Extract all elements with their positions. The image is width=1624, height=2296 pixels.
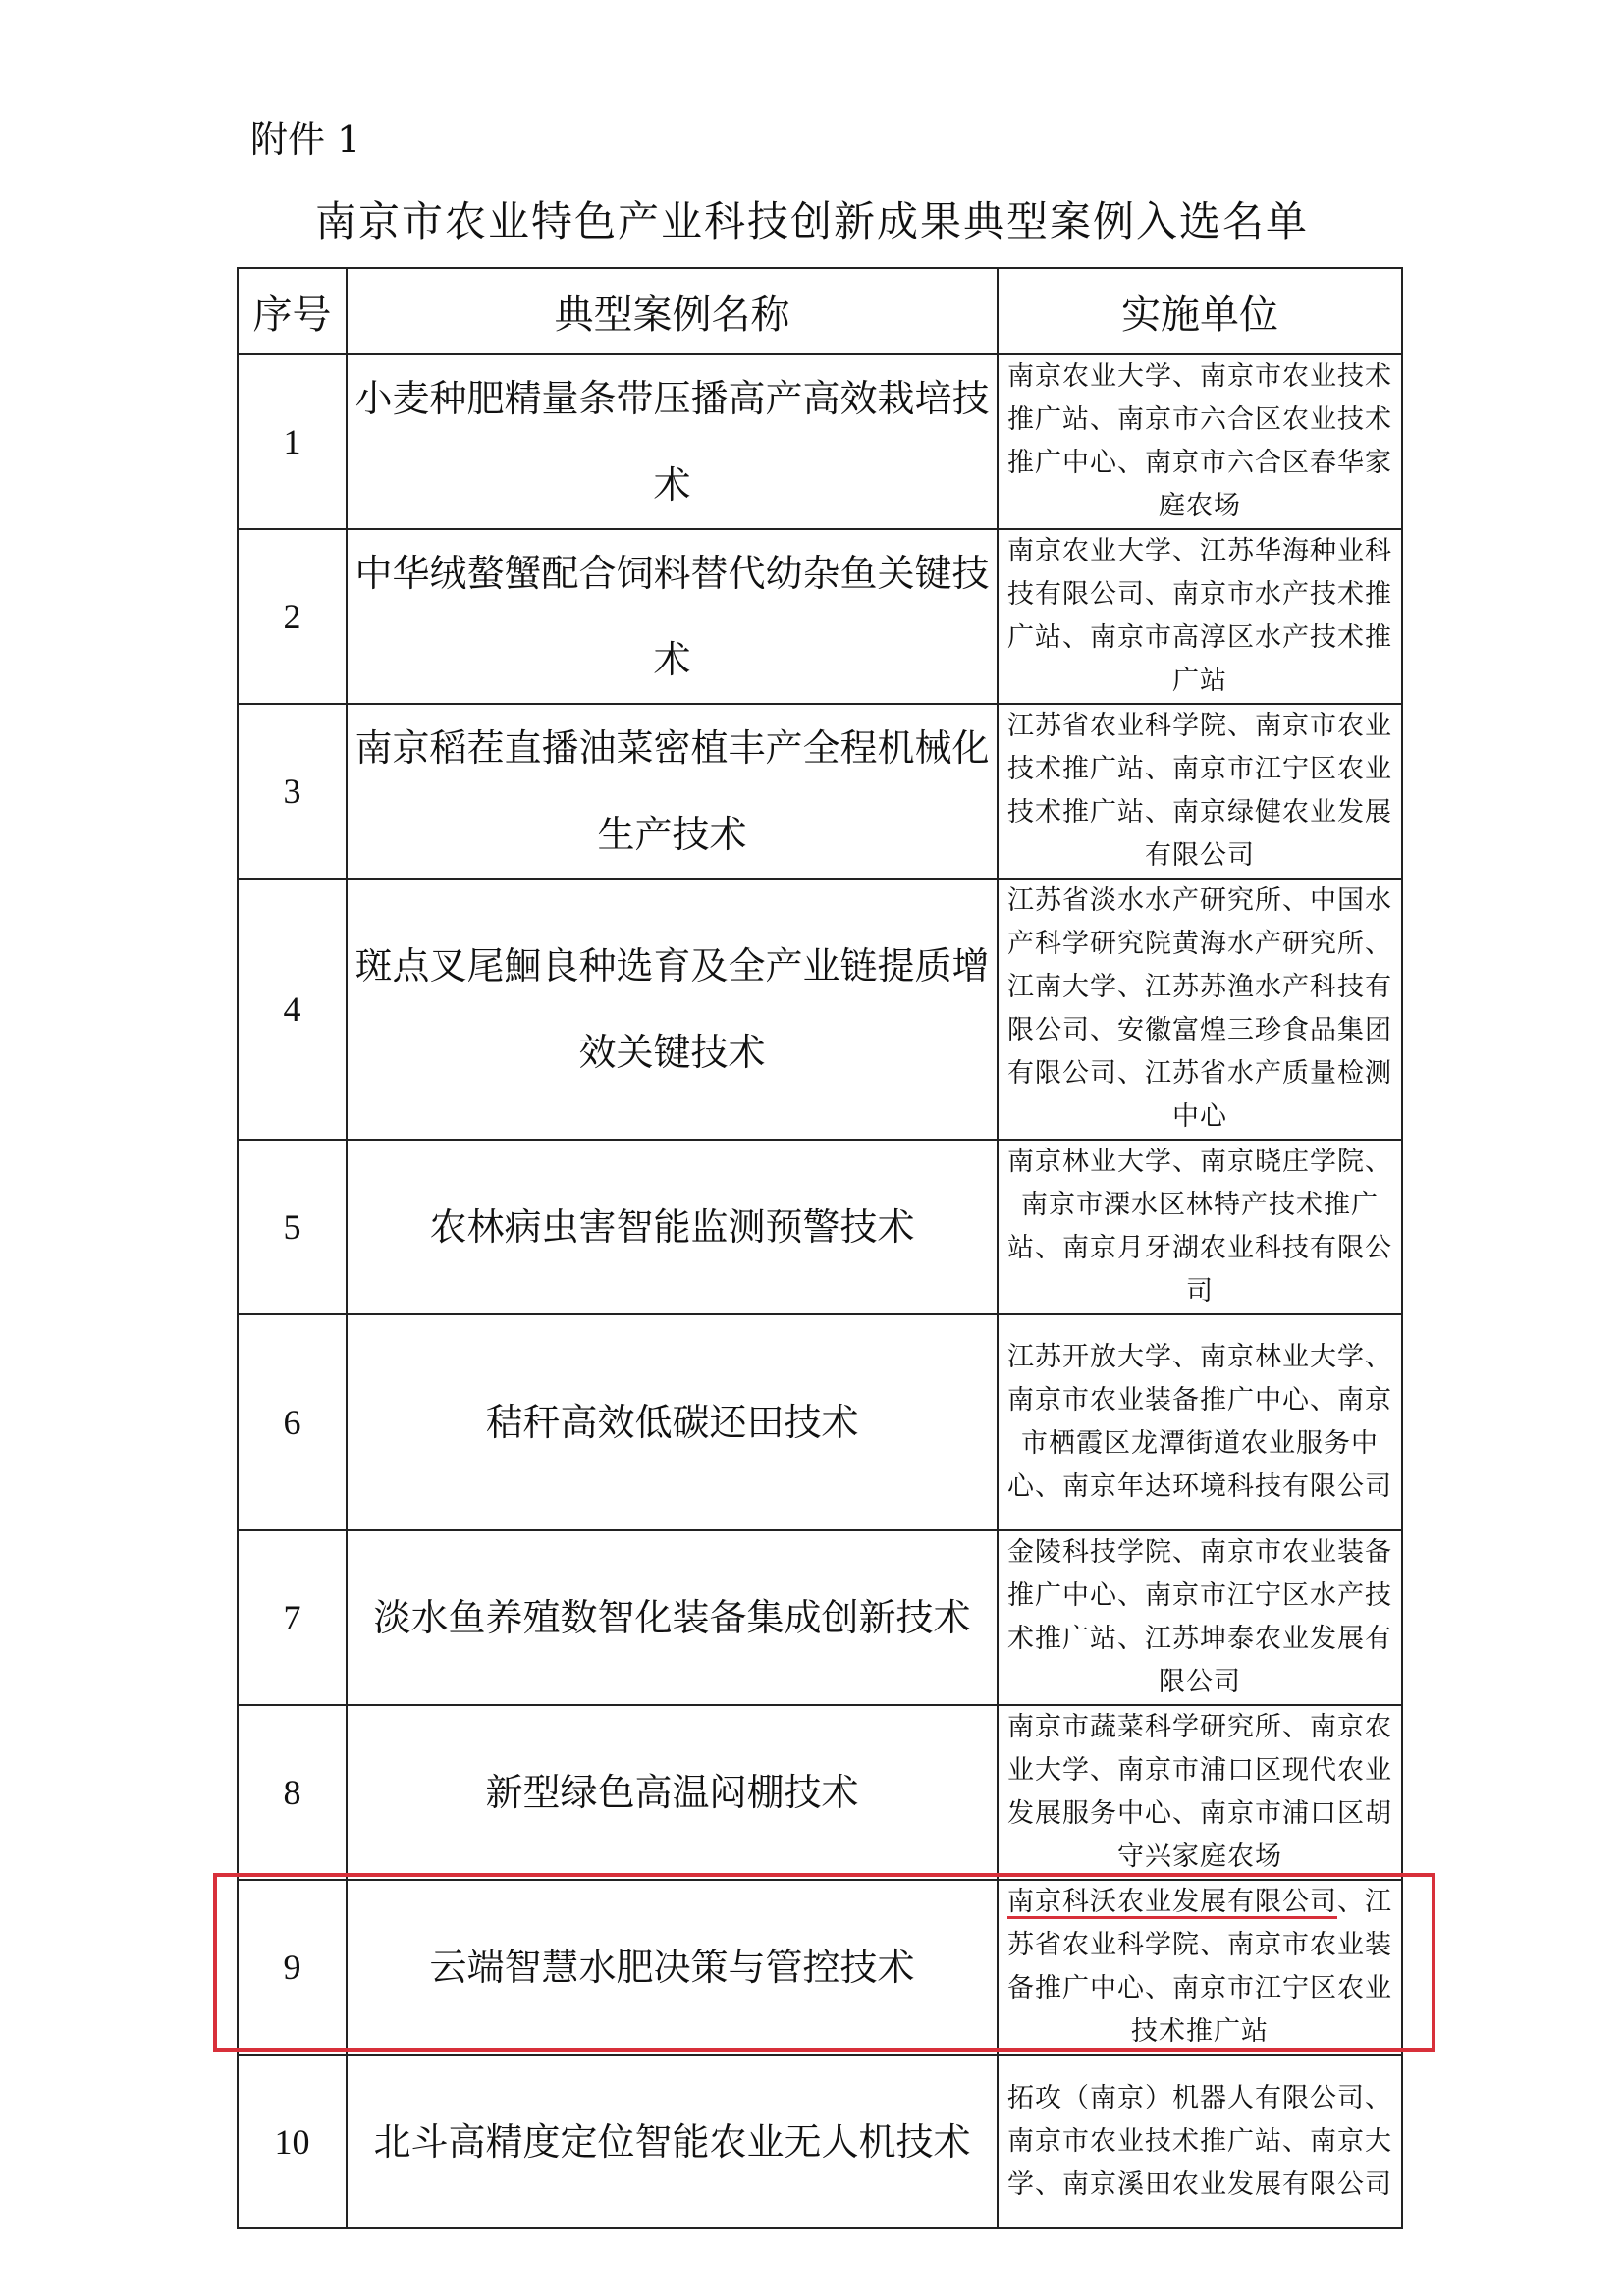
case-name: 北斗高精度定位智能农业无人机技术 bbox=[347, 2055, 998, 2228]
table-row-highlighted bbox=[238, 1880, 1402, 2055]
highlighted-unit-name: 南京科沃农业发展有限公司 bbox=[1007, 1887, 1337, 1917]
case-name: 秸秆高效低碳还田技术 bbox=[347, 1314, 998, 1530]
implementing-units: 金陵科技学院、南京市农业装备推广中心、南京市江宁区水产技术推广站、江苏坤泰农业发展有限公司 bbox=[998, 1530, 1402, 1705]
row-number: 4 bbox=[238, 879, 347, 1140]
table-row bbox=[238, 1705, 1402, 1880]
document-title: 南京市农业特色产业科技创新成果典型案例入选名单 bbox=[314, 197, 1309, 245]
case-name: 斑点叉尾鮰良种选育及全产业链提质增效关键技术 bbox=[347, 879, 998, 1140]
table-row bbox=[238, 879, 1402, 1140]
implementing-units bbox=[998, 1880, 1402, 2055]
header-no: 序号 bbox=[238, 268, 347, 354]
case-name: 小麦种肥精量条带压播高产高效栽培技术 bbox=[347, 354, 998, 529]
row-number: 6 bbox=[238, 1314, 347, 1530]
table-row bbox=[238, 354, 1402, 529]
implementing-units: 南京农业大学、江苏华海种业科技有限公司、南京市水产技术推广站、南京市高淳区水产技术推广站 bbox=[998, 529, 1402, 704]
row-number: 8 bbox=[238, 1705, 347, 1880]
implementing-units: 江苏开放大学、南京林业大学、南京市农业装备推广中心、南京市栖霞区龙潭街道农业服务中心、南京年达环境科技有限公司 bbox=[998, 1314, 1402, 1530]
implementing-units: 江苏省农业科学院、南京市农业技术推广站、南京市江宁区农业技术推广站、南京绿健农业发展有限公司 bbox=[998, 704, 1402, 879]
case-name: 农林病虫害智能监测预警技术 bbox=[347, 1140, 998, 1314]
implementing-units: 拓攻（南京）机器人有限公司、南京市农业技术推广站、南京大学、南京溪田农业发展有限公司 bbox=[998, 2055, 1402, 2228]
case-name: 云端智慧水肥决策与管控技术 bbox=[347, 1880, 998, 2055]
table-row bbox=[238, 529, 1402, 704]
case-name: 中华绒螯蟹配合饲料替代幼杂鱼关键技术 bbox=[347, 529, 998, 704]
case-name: 南京稻茬直播油菜密植丰产全程机械化生产技术 bbox=[347, 704, 998, 879]
row-number: 7 bbox=[238, 1530, 347, 1705]
table-row bbox=[238, 1140, 1402, 1314]
row-number: 5 bbox=[238, 1140, 347, 1314]
implementing-units-rest: 、江苏省农业科学院、南京市农业装备推广中心、南京市江宁区农业技术推广站 bbox=[1007, 1887, 1392, 2047]
attachment-label: 附件 1 bbox=[250, 118, 361, 161]
row-number: 9 bbox=[238, 1880, 347, 2055]
case-list-table bbox=[237, 267, 1403, 2229]
row-number: 2 bbox=[238, 529, 347, 704]
row-number: 1 bbox=[238, 354, 347, 529]
row-number: 3 bbox=[238, 704, 347, 879]
table-header-row bbox=[238, 268, 1402, 354]
header-unit: 实施单位 bbox=[998, 268, 1402, 354]
implementing-units: 南京林业大学、南京晓庄学院、南京市溧水区林特产技术推广站、南京月牙湖农业科技有限公司 bbox=[998, 1140, 1402, 1314]
table-row bbox=[238, 2055, 1402, 2228]
case-name: 淡水鱼养殖数智化装备集成创新技术 bbox=[347, 1530, 998, 1705]
table-row bbox=[238, 1530, 1402, 1705]
implementing-units: 江苏省淡水水产研究所、中国水产科学研究院黄海水产研究所、江南大学、江苏苏渔水产科技有限公司、安徽富煌三珍食品集团有限公司、江苏省水产质量检测中心 bbox=[998, 879, 1402, 1140]
table-row bbox=[238, 1314, 1402, 1530]
implementing-units: 南京农业大学、南京市农业技术推广站、南京市六合区农业技术推广中心、南京市六合区春华家庭农场 bbox=[998, 354, 1402, 529]
table-row bbox=[238, 704, 1402, 879]
case-name: 新型绿色高温闷棚技术 bbox=[347, 1705, 998, 1880]
implementing-units: 南京市蔬菜科学研究所、南京农业大学、南京市浦口区现代农业发展服务中心、南京市浦口区胡守兴家庭农场 bbox=[998, 1705, 1402, 1880]
row-number: 10 bbox=[238, 2055, 347, 2228]
header-name: 典型案例名称 bbox=[347, 268, 998, 354]
